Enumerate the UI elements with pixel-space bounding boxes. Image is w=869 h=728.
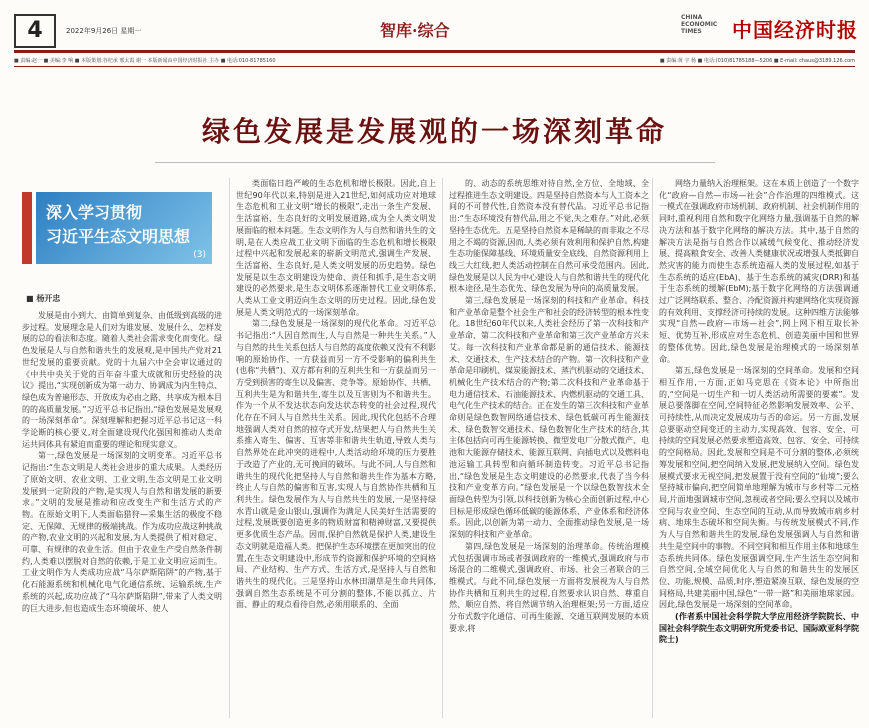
paragraph: 第一,绿色发展是一场深刻的文明变革。习近平总书记指出:“生态文明是人类社会进步的重大成果。人类经历了原始文明、农业文明、工业文明,生态文明是工业文明发展到一定阶段的产物,是实现人与自然和谐发展的新要求。”文明的发展是推动和应改变生产和生活方式的产物。在原始文明下,人类面临猎狩—采集生活的极度不稳定、无保障、无规律的极端挑战。作为成功应战这种挑战的产物,农业文明的兴起和发展,为人类提供了相对稳定、可靠、有规律的农业生活。但由于农业生产受自然条件制约,人类难以摆脱对自然的依赖,于是工业文明应运而生。工业文明作为人类成功应战“马尔萨斯陷阱”的产物,基于化石能源系统和机械化电气化通信系统、运输系统,生产系统的兴起,成功应战了“马尔萨斯陷阱”,带来了人类文明的巨大进步,但也造成生态环境破坏、使人 xyxy=(22,451,222,613)
author-byline: ■ 杨开忠 xyxy=(26,293,60,304)
info-bar xyxy=(14,57,855,64)
headline: 绿色发展是发展观的一场深刻革命 xyxy=(201,115,667,148)
series-banner xyxy=(22,192,212,264)
brand-logo: 中国经济时报 xyxy=(732,18,858,42)
column-3 xyxy=(449,178,649,718)
masthead-rule xyxy=(14,50,855,53)
paragraph: 第二,绿色发展是一场深刻的现代化革命。习近平总书记指出:“人因自然而生,人与自然是一种共生关系。”人与自然的共生关系包括人与自然的高度依赖又没有不利影响的原始协作、一方获益而另一方不受影响的偏利共生(也称“共栖”)、双方都有利的互利共生和一方获益而另一方受到损害的寄生以及偏害、竞争等。原始协作、共栖、互利共生是为和谐共生,寄生以及互害则为不和谐共生。作为一个从不发达状态向发达状态转变的社会过程,现代化存在不同人与自然共生关系。因此,现代化包括不合理地强调人类对自然的掠夺式开发,结果把人与自然共生关系推入寄生、偏害、互害等非和谐共生轨道,导致人类与自然界处在此冲突的进程中,人类活动给环境的压力要胜于改造了产业的,无可挽回的破坏。与此不同,人与自然和谐共生的现代化把坚持人与自然和谐共生作为基本方略,终止人与自然的偏害和互害,实现人与自然协作共栖和互利共生。绿色发展作为人与自然共生的发展,一是坚持绿水青山就是金山银山,强调作为满足人民美好生活需要的过程,发展既要创造更多的物质财富和精神财富,又要提供更多优质生态产品。因而,保护自然就是保护人类,建设生态文明就是造福人类。把保护生态环境摆在更加突出的位置,在生态文明建设中,形成节约资源和保护环境的空间格局、产业结构、生产方式、生活方式,是坚持人与自然和谐共生的现代化。三是坚持山水林田湖草是生命共同体,强调自然生态系统是不可分割的整体,不能以孤立、片面、静止的观点看待自然,必须用联系的、全面 xyxy=(236,319,436,610)
series-number: (3) xyxy=(193,250,206,260)
paragraph: 发展是由小到大、由简单到复杂、由低级到高级的进步过程。发展理念是人们对为谁发展、发展什么、怎样发展的总的看法和态度。随着人类社会需求变化而变化。绿色发展是人与自然和谐共生的发展观,是中国共产党对21世纪发展的重要贡献。党的十九届六中全会审议通过的《中共中央关于党的百年奋斗重大成就和历史经验的决议》提出,“实现创新成为第一动力、协调成为内生特点、绿色成为普遍形态、开放成为必由之路、共享成为根本目的的高质量发展。”习近平总书记指出,“绿色发展是发展观的一场深刻革命”。深刻理解和把握习近平总书记这一科学论断的核心要义,对全面建设现代化强国和推动人类命运共同体具有紧迫而重要的理论和现实意义。 xyxy=(22,311,222,449)
paragraph: 第五,绿色发展是一场深刻的空间革命。发展和空间相互作用,一方面,正如马克思在《资本论》中所指出的,“空间是一切生产和一切人类活动所需要的要素”。发展总要落脚在空间,空间特征必然影响发展效率、公平、可持续性,从而决定发展成功与否的命运。另一方面,发展总要驱动空间变迁的主动力,实现高效、包容、安全、可持续的空间发展必然要求塑造高效、包容、安全、可持续的空间格局。因此,发展和空间是不可分割的整体,必须统筹发展和空间,把空间纳入发展,把发展纳入空间。绿色发展模式要求无视空间,把发展置于没有空间的“仙境”;要么坚持城市偏向,把空间简单地理解为城市与乡村等二元格局,片面地强调城市空间,忽视或者空间;要么空间以及城市空间与农业空间、生态空间的互动,从而导致城市病乡村病、地球生态破坏和空间失衡。与传统发展模式不同,作为人与自然和谐共生的发展,绿色发展强调人与自然和谐共生是空间中的事物。不同空间和相互作用主体和地球生态系统共同体。绿色发展强调空间,生产生活生态空间和自然空间,全域空间优化人与自然的和谐共生的发展区位、功能,规模、品质,时序,塑造紧凑互联、绿色发展的空间格局,共建美丽中国,绿色“一带一路”和美丽地球家园。因此,绿色发展是一场深刻的空间革命。 xyxy=(659,366,859,610)
column-4 xyxy=(659,178,859,718)
series-line-1: 深入学习贯彻 xyxy=(46,203,143,222)
issue-date: 2022年9月26日 星期一 xyxy=(66,27,142,35)
info-right: ■ 责编:黄 宇 杨 ■ 电话:(010)81785188—5206 ■ E-mail: chaus@3189.126.com xyxy=(659,58,855,64)
column-divider xyxy=(652,178,653,718)
series-line-2: 习近平生态文明思想 xyxy=(46,227,191,246)
paragraph: 类面临日趋严峻的生态危机和增长极限。因此,自上世纪90年代以来,特别是进入21世纪,如何成功应对地球生态危机和工业文明“增长的极限”,走出一条生产发展、生活富裕、生态良好的文明发展道路,成为全人类文明发展面临的根本问题。生态文明作为人与自然和谐共生的文明,是在人类应战工业文明下面临的生态危机和增长极限过程中兴起和发展起来的崭新文明范式,强调生产发展、生活富裕、生态良好,是人类文明发展的历史趋势。绿色发展是以生态文明建设为使命、责任和抓手,是生态文明建设的必然要求,是生态文明体系逐渐替代工业文明体系,人类从工业文明迈向生态文明的历史过程。因此,绿色发展是人类文明范式的一场深刻革命。 xyxy=(236,179,436,317)
section-title: 智库·综合 xyxy=(380,21,450,40)
brand-english: CHINA ECONOMIC TIMES xyxy=(681,14,718,35)
info-rule xyxy=(14,66,855,67)
column-divider xyxy=(442,178,443,718)
page-number: 4 xyxy=(14,14,56,48)
column-1 xyxy=(22,310,222,720)
column-divider xyxy=(229,178,230,718)
paragraph: 网络力量纳入治理框架。这在本质上创造了一个数字化“政府—自然—市场—社会”合作治理的四维模式。这一模式在强调政府市场机制、政府机制、社会机制作用的同时,重视利用自然和数字化网络力量,强调基于自然的解决方法和基于数字化网络的解决方法。其中,基于自然的解决方法是指与自然合作以减缓气候变化、推动经济发展、提高粮食安全、改善人类健康状况或增强人类抵御自然灾害的能力而使生态系统造福人类的发展过程,如基于生态系统的适应(EbA)、基于生态系统的减灾(DRR)和基于生态系统的缓解(EbM);基于数字化网络的方法强调通过广泛网络联系、整合、冷配资源并构建网络化实现资源的有效利用、支撑经济可持续的发展。这种四维方法能够实现“自然—政府—市场—社会”,网上网下相互取长补短、优势互补,形成应对生态危机、创造美丽中国和世界的整体优势。因此,绿色发展是治理模式的一场深刻革命。 xyxy=(659,179,859,364)
info-left: ■ 责编:赵一 ■ 美编:李 响 ■ 本版策划:谷杞承 邢太霞 谢一 本版新闻由中国经济时报社 主办 ■ 电话:010-81785160 xyxy=(14,58,276,64)
headline-rule xyxy=(155,162,715,163)
author-note: (作者系中国社会科学院大学应用经济学院院长、中国社会科学院生态文明研究所党委书记、国际欧亚科学院院士) xyxy=(659,612,859,645)
paragraph: 的、动态的系统思维对待自然,全方位、全地域、全过程推进生态文明建设。四是坚持自然资本与人工资本之间的不可替代性,自然资本没有替代品。习近平总书记指出:“生态环境没有替代品,用之不觉,失之难存。”对此,必须坚持生态优先。五是坚持自然资本是稀缺的而非取之不尽用之不竭的资源,因而,人类必须有效利用和保护自然,构建生态功能保障基线、环境质量安全底线、自然资源利用上线三大红线,把人类活动控制在自然可承受范围内。因此,绿色发展是以人民为中心建设人与自然和谐共生的现代化根本途径,是生态优先、绿色发展为导向的高质量发展。 xyxy=(449,179,649,294)
banner-accent xyxy=(22,192,32,264)
paragraph: 第四,绿色发展是一场深刻的治理革命。传统治理模式包括强调市场或者强调政府的一维模式,强调政府与市场混合的二维模式,强调政府、市场、社会三者联合的三维模式。与此不同,绿色发展一方面将发展视为人与自然协作共栖和互利共生的过程,自然要求认识自然、尊重自然、顺应自然、将自然调节纳入治理框架;另一方面,适应分布式数字化通信、可再生能源、交通互联网发展的本质要求,将 xyxy=(449,541,649,633)
column-2 xyxy=(236,178,436,718)
paragraph: 第三,绿色发展是一场深刻的科技和产业革命。科技和产业革命是整个社会生产和社会的经济转型的根本性变化。18世纪60年代以来,人类社会经历了第一次科技和产业革命、第二次科技和产业革命和第三次产业革命方兴未艾。每一次科技和产业革命都是新的通信技术、能源技术、交通技术、生产技术结合的产物。第一次科技和产业革命是印刷机、煤炭能源技术、蒸汽机驱动的交通技术、机械化生产技术结合的产物;第二次科技和产业革命基于电力通信技术、石油能源技术、内燃机驱动的交通工具、电气化生产技术的结合。正在发生的第三次科技和产业革命则是绿色数智网络通信技术、绿色低碳可再生能源技术、绿色数智交通技术、绿色数智化生产技术的结合,其主体包括向可再生能源转换、微型发电厂分散式微产、电池和大能源存储技术、能源互联网、向插电式以及燃料电池运输工具转型和向循环制造转变。习近平总书记指出,“绿色发展是生态文明建设的必然要求,代表了当今科技和产业变革方向。”绿色发展是一个以绿色数智技术全面绿色转型为引领,以科技创新为核心全面创新过程,中心目标是形成绿色循环低碳的能源体系、产业体系和经济体系。因此,以创新为第一动力、全面推动绿色发展,是一场深刻的科技和产业革命。 xyxy=(449,296,649,540)
